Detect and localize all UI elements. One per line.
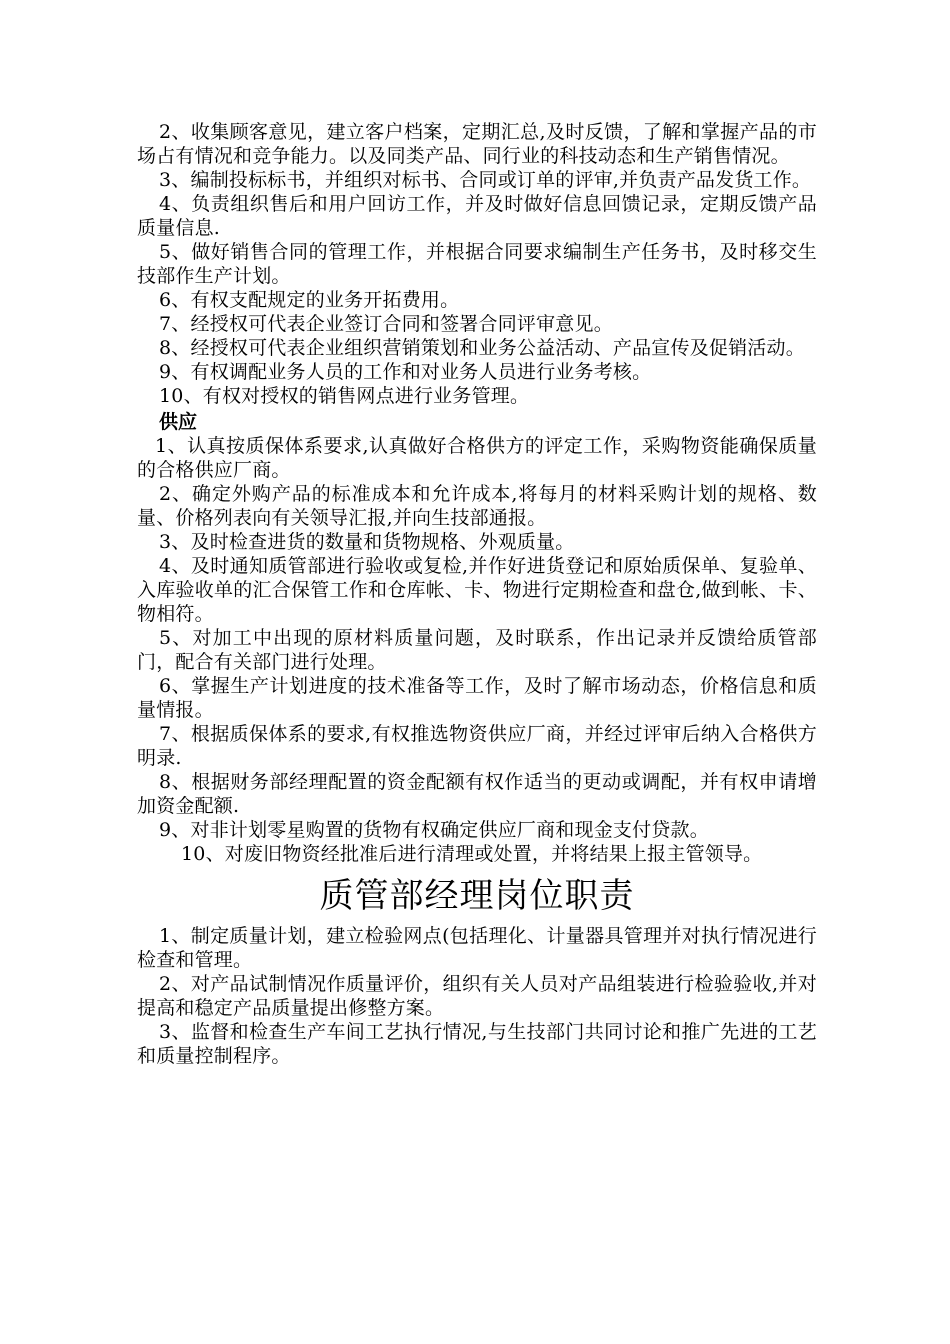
supply-item-3: 3、及时检查进货的数量和货物规格、外观质量。 <box>159 531 575 553</box>
sales-item-4: 4、负责组织售后和用户回访工作，并及时做好信息回馈记录，定期反馈产品质量信息. <box>137 193 817 239</box>
supply-item-6: 6、掌握生产计划进度的技术准备等工作，及时了解市场动态，价格信息和质量情报。 <box>137 675 817 721</box>
quality-item-3: 3、监督和检查生产车间工艺执行情况,与生技部门共同讨论和推广先进的工艺和质量控制程序。 <box>137 1021 817 1067</box>
sales-item-5: 5、做好销售合同的管理工作，并根据合同要求编制生产任务书，及时移交生技部作生产计划。 <box>137 241 817 287</box>
sales-item-10: 10、有权对授权的销售网点进行业务管理。 <box>159 385 530 407</box>
quality-item-1: 1、制定质量计划，建立检验网点(包括理化、计量器具管理并对执行情况进行检查和管理。 <box>137 925 817 971</box>
quality-item-2: 2、对产品试制情况作质量评价，组织有关人员对产品组装进行检验验收,并对提高和稳定产品质量提出修整方案。 <box>137 973 817 1019</box>
supply-item-8: 8、根据财务部经理配置的资金配额有权作适当的更动或调配，并有权申请增加资金配额. <box>137 771 817 817</box>
supply-item-1: 1、认真按质保体系要求,认真做好合格供方的评定工作，采购物资能确保质量的合格供应厂商。 <box>137 435 817 481</box>
supply-item-9: 9、对非计划零星购置的货物有权确定供应厂商和现金支付贷款。 <box>159 819 709 841</box>
supply-duties-list <box>137 434 817 866</box>
quality-manager-title: 质管部经理岗位职责 <box>319 876 635 916</box>
supply-item-7: 7、根据质保体系的要求,有权推选物资供应厂商，并经过评审后纳入合格供方明录. <box>137 723 817 769</box>
sales-duties-list <box>137 120 817 408</box>
sales-item-3: 3、编制投标标书，并组织对标书、合同或订单的评审,并负责产品发货工作。 <box>159 169 812 191</box>
supply-item-4: 4、及时通知质管部进行验收或复检,并作好进货登记和原始质保单、复验单、入库验收单的汇合保管工作和仓库帐、卡、物进行定期检查和盘仓,做到帐、卡、物相符。 <box>137 555 817 625</box>
sales-item-8: 8、经授权可代表企业组织营销策划和业务公益活动、产品宣传及促销活动。 <box>159 337 805 359</box>
document-page <box>137 120 817 1068</box>
sales-item-7: 7、经授权可代表企业签订合同和签署合同评审意见。 <box>159 313 613 335</box>
supply-item-5: 5、对加工中出现的原材料质量问题，及时联系，作出记录并反馈给质管部门，配合有关部门进行处理。 <box>137 627 817 673</box>
quality-duties-list <box>137 924 817 1068</box>
sales-item-2: 2、收集顾客意见，建立客户档案，定期汇总,及时反馈，了解和掌握产品的市场占有情况和竞争能力。以及同类产品、同行业的科技动态和生产销售情况。 <box>137 121 817 167</box>
sales-item-6: 6、有权支配规定的业务开拓费用。 <box>159 289 460 311</box>
supply-item-10: 10、对废旧物资经批准后进行清理或处置，并将结果上报主管领导。 <box>181 843 763 865</box>
sales-item-9: 9、有权调配业务人员的工作和对业务人员进行业务考核。 <box>159 361 652 383</box>
supply-heading: 供应 <box>159 411 198 433</box>
supply-item-2: 2、确定外购产品的标准成本和允许成本,将每月的材料采购计划的规格、数量、价格列表向有关领导汇报,并向生技部通报。 <box>137 483 817 529</box>
